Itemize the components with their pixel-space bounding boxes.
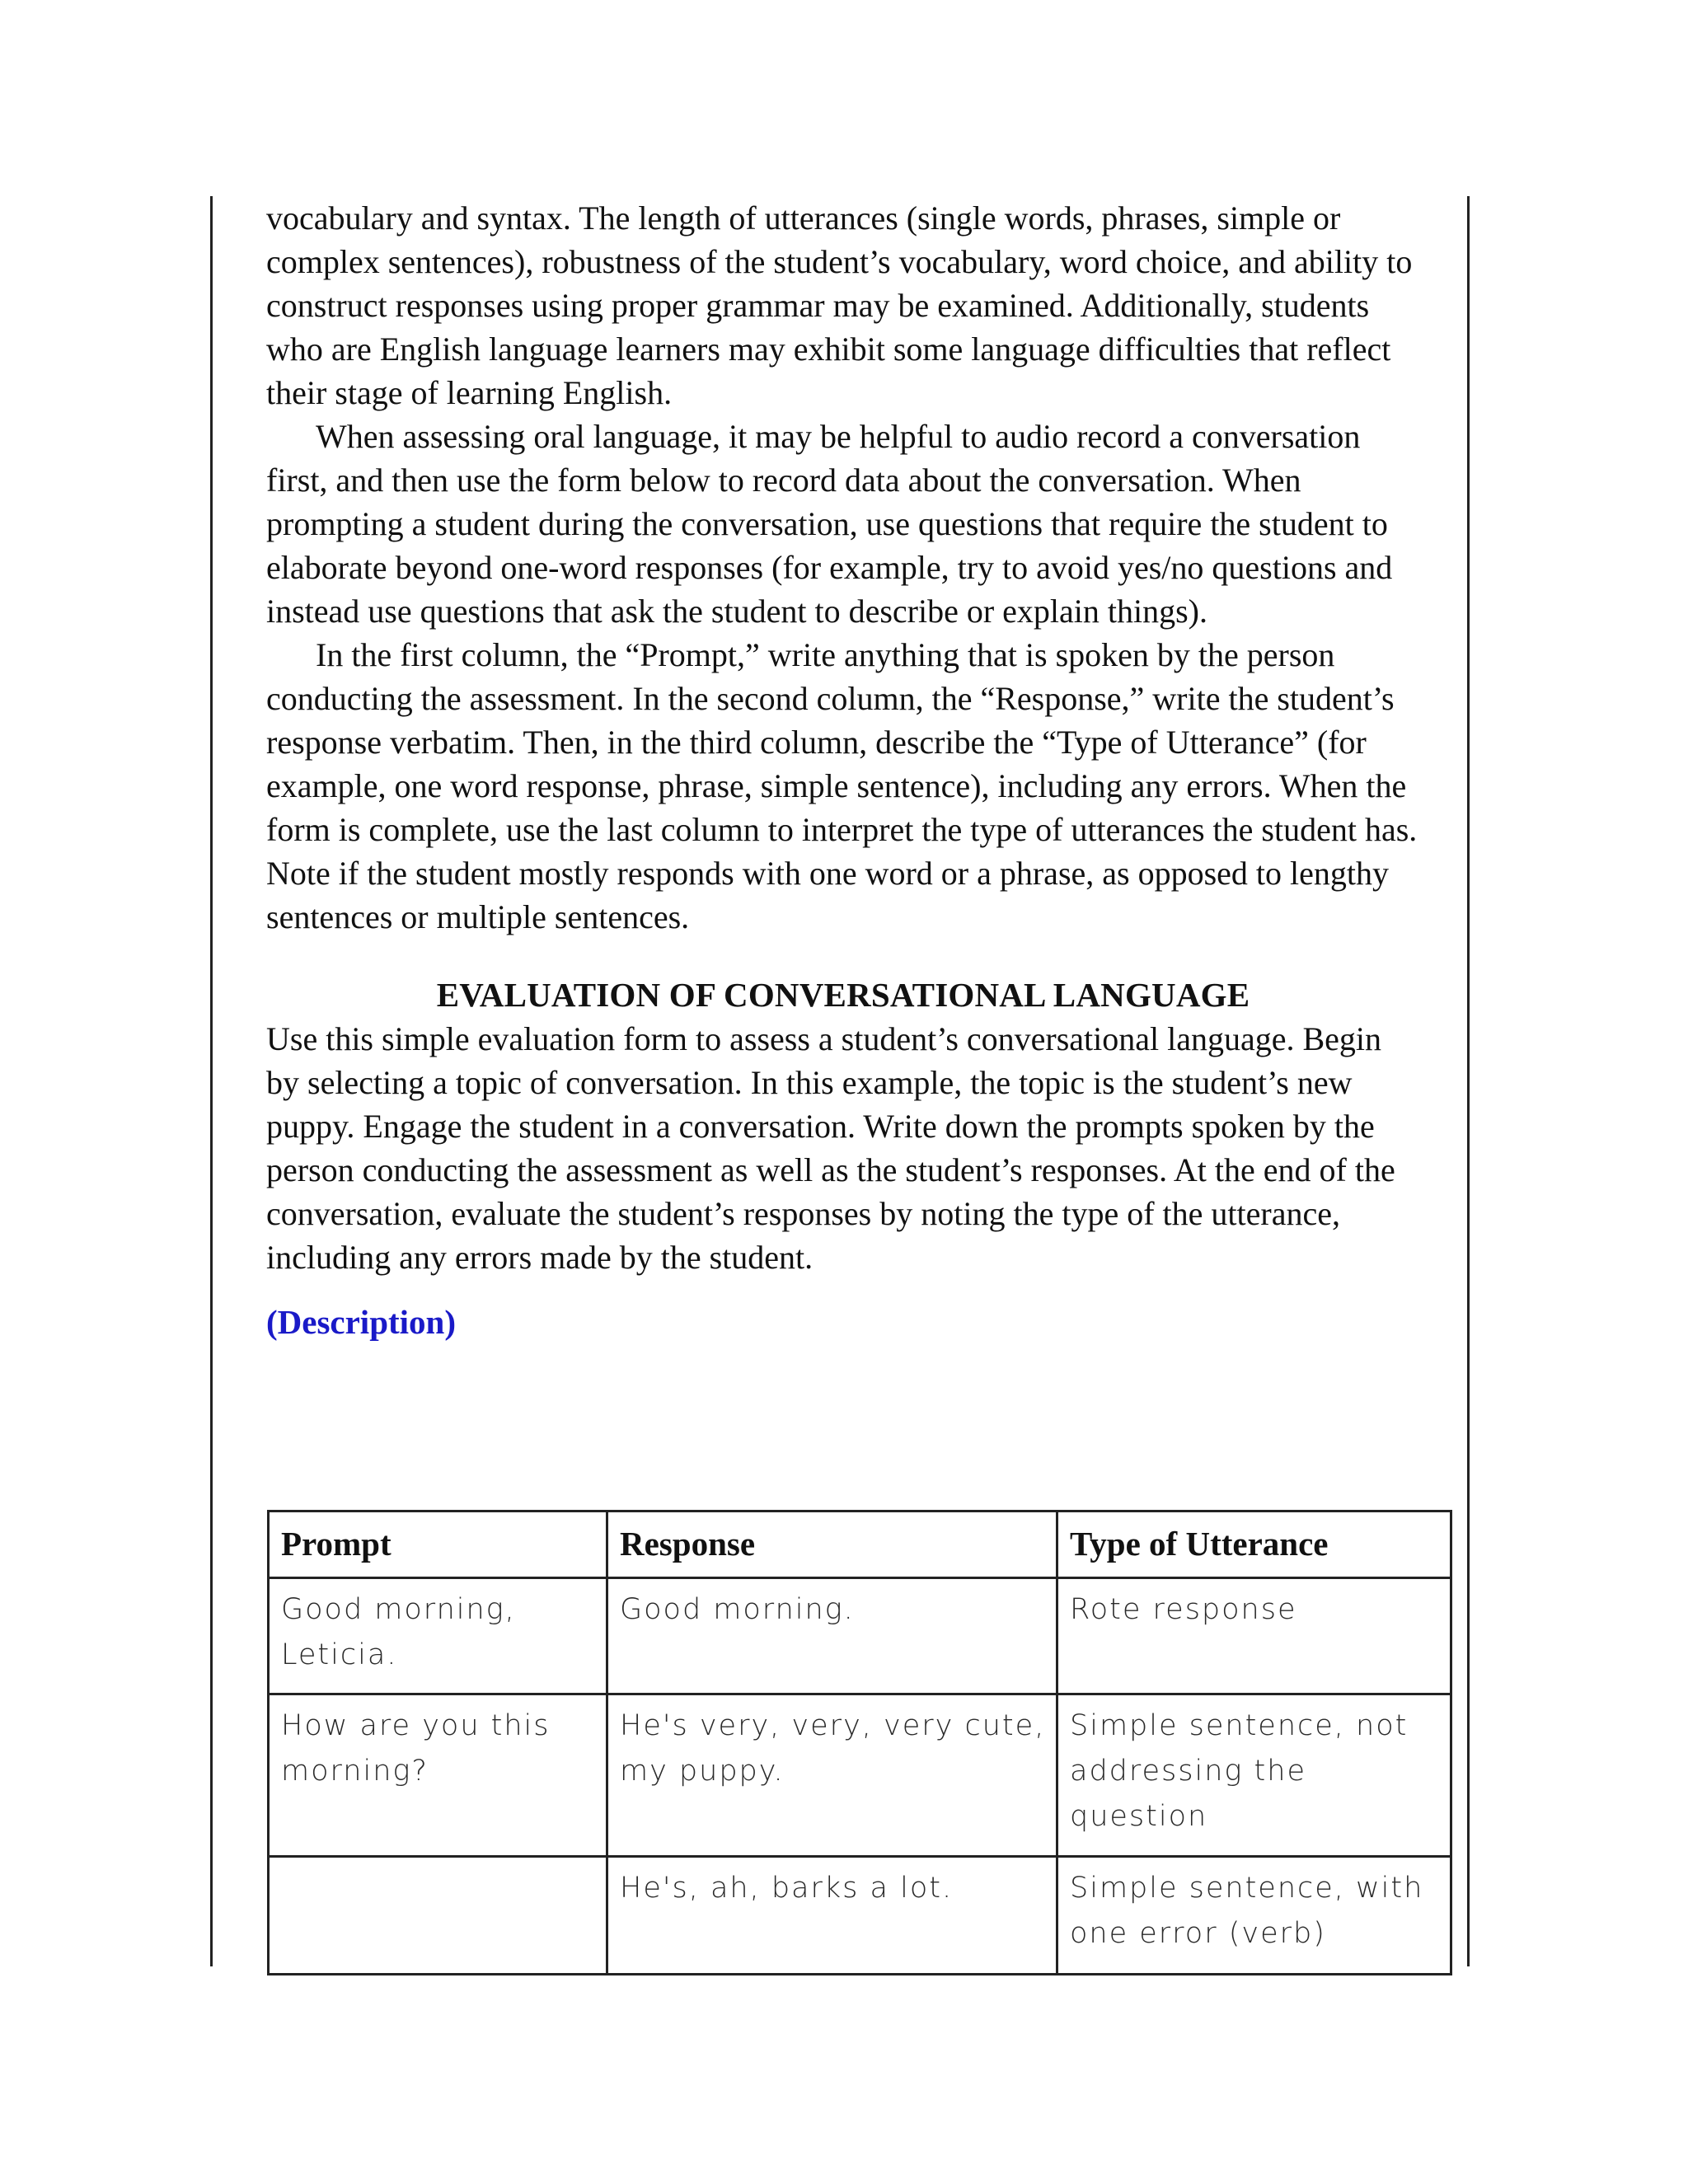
response-cell: He's very, very, very cute, my puppy.: [607, 1694, 1057, 1857]
paragraph-audio-record: When assessing oral language, it may be helpful to audio record a conversation first, and then use the form below to record data about the conversation. When prompting a student during the conversation, use questions that require the student to elaborate beyond one-word responses (for example, try to avoid yes/no questions and instead use questions that ask the student to describe or explain things).: [266, 418, 1393, 630]
description-link[interactable]: (Description): [266, 1303, 457, 1341]
type-cell: Simple sentence, with one error (verb): [1057, 1857, 1451, 1975]
left-margin-rule: [210, 196, 213, 1966]
table-header-row: [269, 1511, 1451, 1578]
header-prompt: Prompt: [269, 1511, 607, 1578]
evaluation-table: [267, 1510, 1452, 1975]
type-cell: Rote response: [1057, 1578, 1451, 1694]
section-heading: EVALUATION OF CONVERSATIONAL LANGUAGE: [436, 976, 1250, 1014]
section-intro: Use this simple evaluation form to assess a student’s conversational language. Begin by selecting a topic of conversation. In this example, the topic is the student’s new puppy. Engage the student in a conversation. Write down the prompts spoken by the person conducting the assessment as well as the student’s responses. At the end of the conversation, evaluate the student’s responses by noting the type of the utterance, including any errors made by the student.: [266, 1020, 1395, 1276]
table-row: [269, 1694, 1451, 1857]
response-cell: He's, ah, barks a lot.: [607, 1857, 1057, 1975]
paragraph-columns: In the first column, the “Prompt,” write anything that is spoken by the person conducting the assessment. In the second column, the “Response,” write the student’s response verbatim. Then, in the third column, describe the “Type of Utterance” (for example, one word response, phrase, simple sentence), including any errors. When the form is complete, use the last column to interpret the type of utterances the student has. Note if the student mostly responds with one word or a phrase, as opposed to lengthy sentences or multiple sentences.: [266, 636, 1418, 935]
table-row: [269, 1578, 1451, 1694]
type-cell: Simple sentence, not addressing the question: [1057, 1694, 1451, 1857]
response-cell: Good morning.: [607, 1578, 1057, 1694]
intro-paragraph: vocabulary and syntax. The length of utterances (single words, phrases, simple or complex sentences), robustness of the student’s vocabulary, word choice, and ability to construct responses using proper grammar may be examined. Additionally, students who are English language learners may exhibit some language difficulties that reflect their stage of learning English.: [266, 199, 1413, 411]
header-type-of-utterance: Type of Utterance: [1057, 1511, 1451, 1578]
prompt-cell: Good morning, Leticia.: [269, 1578, 607, 1694]
table-row: [269, 1857, 1451, 1975]
right-margin-rule: [1467, 196, 1470, 1966]
body-text: [266, 196, 1420, 1344]
header-response: Response: [607, 1511, 1057, 1578]
prompt-cell: [269, 1857, 607, 1975]
prompt-cell: How are you this morning?: [269, 1694, 607, 1857]
